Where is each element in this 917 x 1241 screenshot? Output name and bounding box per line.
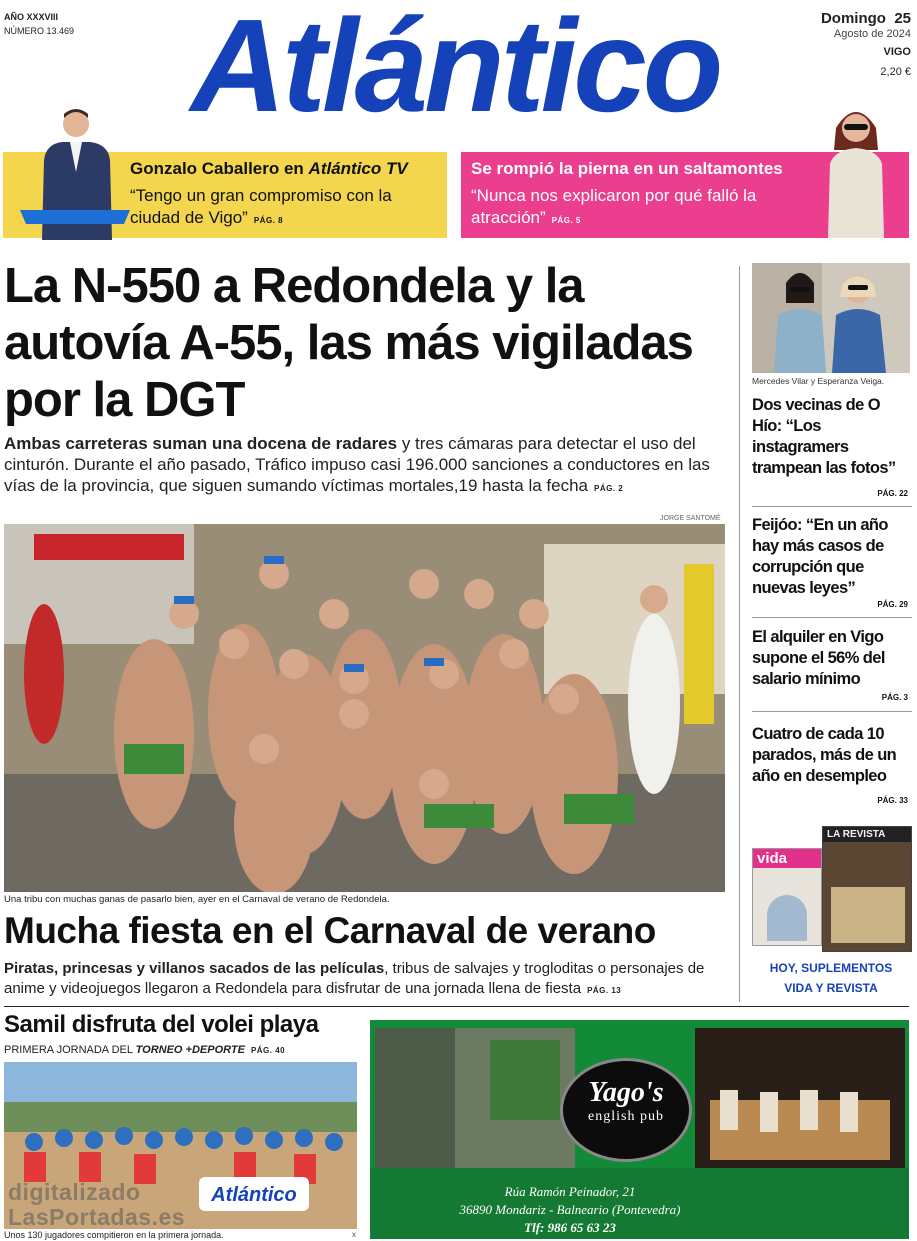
column-divider — [739, 266, 740, 1002]
side-story-page: PÁG. 33 — [877, 796, 908, 805]
side-story-page: PÁG. 22 — [877, 489, 908, 498]
teaser-quote: “Nunca nos explicaron por qué falló la atracción” PÁG. 5 — [471, 186, 757, 227]
date-day: Domingo 25 — [820, 10, 911, 27]
teaser-title: Gonzalo Caballero en Atlántico TV — [130, 159, 408, 178]
volley-mark: x — [352, 1230, 356, 1239]
side-divider — [752, 506, 912, 507]
woman-photo — [818, 98, 894, 238]
edition-price: 2,20 € — [880, 66, 911, 78]
side-story-alquiler[interactable]: El alquiler en Vigo supone el 56% del salario mínimo — [752, 628, 885, 688]
edition-city: VIGO — [883, 46, 911, 58]
side-divider — [752, 711, 912, 712]
side-story-parados[interactable]: Cuatro de cada 10 parados, más de un año en desempleo — [752, 725, 897, 785]
edition-date — [821, 10, 911, 78]
side-story-page: PÁG. 29 — [877, 600, 908, 609]
gonzalo-caballero-photo — [20, 102, 130, 240]
photo-credit: JORGE SANTOMÉ — [660, 515, 721, 522]
revista-cover-title: LA REVISTA — [823, 827, 911, 842]
edition-issue: NÚMERO 13.469 — [4, 26, 75, 36]
section-divider — [4, 1006, 909, 1007]
lead-subhead: Ambas carreteras suman una docena de radares y tres cámaras para detectar el uso del cinturón. Durante el año pasado, Tráfico impuso casi 196.000 sanciones a conductores en las vías de la provincia, que siguen sumando víctimas mortales,19 hasta la fecha PÁG. 2 — [4, 434, 710, 495]
newspaper-logo[interactable]: Atlántico — [190, 0, 720, 139]
volley-caption: Unos 130 jugadores compitieron en la primera jornada. — [4, 1230, 224, 1240]
teaser-quote: “Tengo un gran compromiso con la ciudad de Vigo” PÁG. 8 — [130, 186, 392, 227]
supplements-covers[interactable] — [752, 826, 916, 956]
carnival-headline[interactable]: Mucha fiesta en el Carnaval de verano — [4, 910, 656, 951]
side-story-vecinas[interactable]: Dos vecinas de O Hío: “Los instagramers trampean las fotos” — [752, 396, 896, 477]
date-month: Agosto de 2024 — [833, 28, 911, 40]
lead-headline[interactable]: La N-550 a Redondela y la autovía A-55, las más vigiladas por la DGT — [4, 259, 693, 427]
side-story-feijoo[interactable]: Feijóo: “En un año hay más casos de corrupción que nuevas leyes” — [752, 516, 888, 597]
side-divider — [752, 617, 912, 618]
edition-info — [4, 10, 74, 38]
edition-year: AÑO XXXVIII — [4, 12, 59, 22]
vida-cover-title: vida — [753, 849, 821, 868]
carnival-subhead: Piratas, princesas y villanos sacados de las películas, tribus de salvajes y trogloditas o personajes de anime y videojuegos llegaron a Redondela para disfrutar de una jornada llena de fiesta PÁG. 13 — [4, 960, 705, 997]
watermark: digitalizado LasPortadas.es — [8, 1179, 186, 1230]
side-story-page: PÁG. 3 — [881, 693, 908, 702]
photo-caption: Una tribu con muchas ganas de pasarlo bien, ayer en el Carnaval de verano de Redondela. — [4, 894, 390, 905]
volley-kicker: PRIMERA JORNADA DEL TORNEO +DEPORTE PÁG. 40 — [4, 1044, 286, 1056]
carnival-photo — [4, 524, 725, 892]
teaser-title: Se rompió la pierna en un saltamontes — [471, 159, 783, 178]
volley-headline[interactable]: Samil disfruta del volei playa — [4, 1011, 319, 1038]
yagos-logo: Yago's english pub — [560, 1058, 692, 1162]
supplements-label[interactable]: HOY, SUPLEMENTOS VIDA Y REVISTA — [769, 961, 893, 995]
atlantico-banner: Atlántico — [211, 1184, 297, 1206]
yagos-address: Rúa Ramón Peinador, 21 36890 Mondariz - Balneario (Pontevedra) Tlf: 986 65 63 23 — [459, 1184, 681, 1235]
vecinas-caption: Mercedes Vilar y Esperanza Veiga. — [752, 376, 885, 386]
vecinas-photo — [752, 263, 910, 373]
